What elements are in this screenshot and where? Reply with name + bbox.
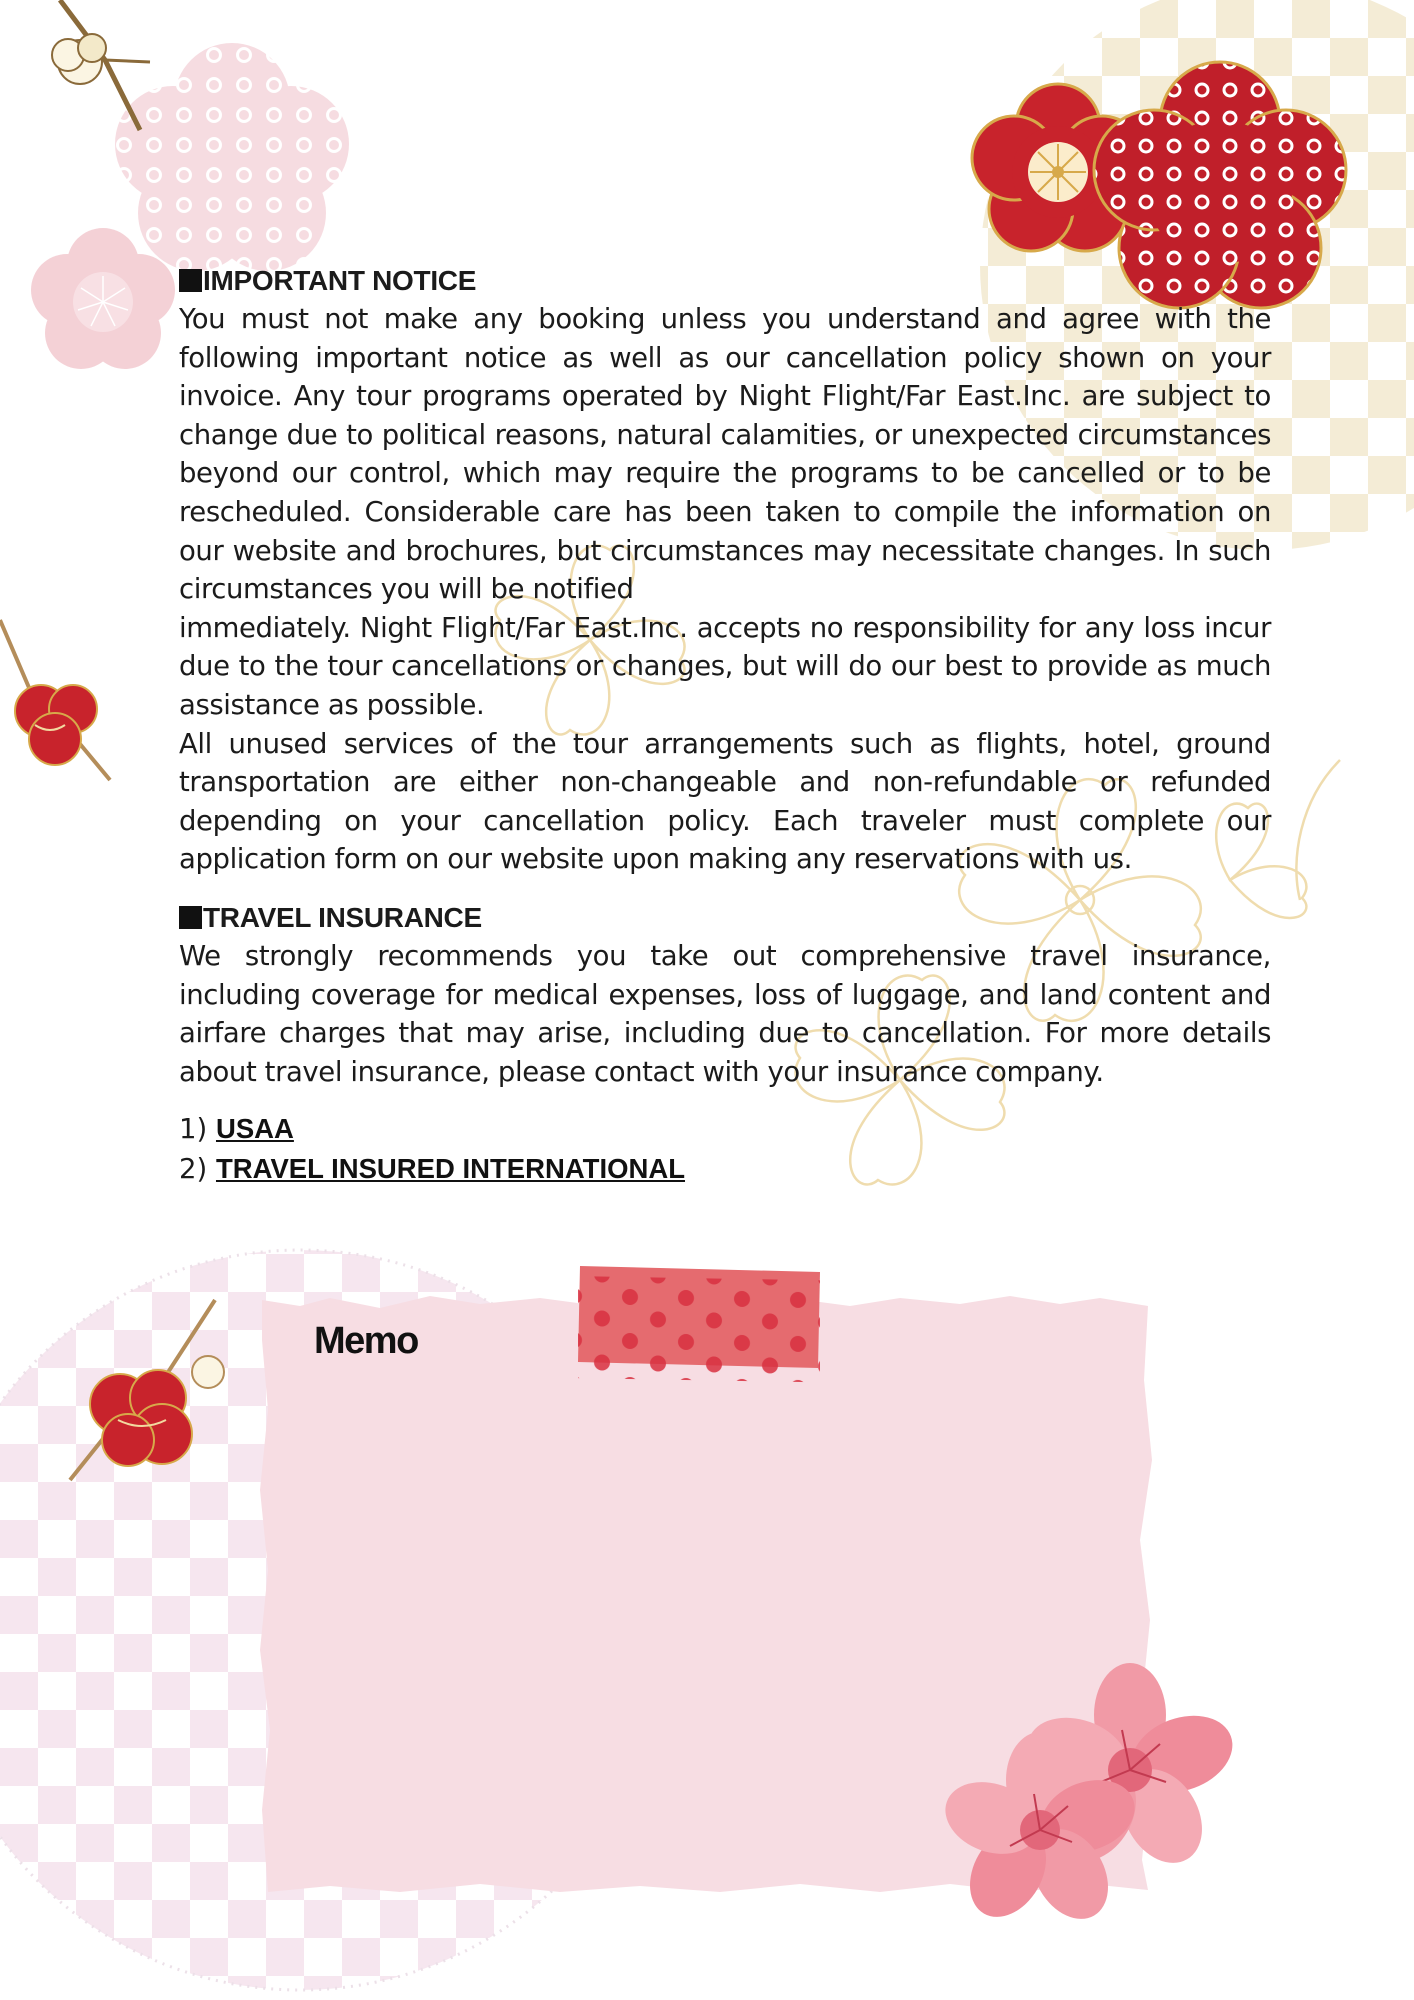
insurance-links xyxy=(179,1109,1271,1189)
pale-plum-flower xyxy=(115,43,349,271)
branch-left xyxy=(0,620,110,780)
notice-paragraph-1: You must not make any booking unless you understand and agree with the following important notice as well as our cancellation policy shown on your invoice. Any tour programs operated by Night Flight/Far East.Inc. are subject to change due to political reasons, natural calamities, or unexpected circumstances beyond our control, which may require the programs to be cancelled or to be rescheduled. Considerable care has been taken to compile the information on our website and brochures, but circumstances may necessitate changes. In such circumstances you will be notified xyxy=(179,303,1271,606)
memo-title: Memo xyxy=(314,1320,418,1362)
insurance-link-item: 1) USAA xyxy=(179,1113,294,1146)
usaa-link[interactable]: USAA xyxy=(215,1113,294,1145)
square-bullet-icon xyxy=(179,269,202,292)
notice-paragraph-2: immediately. Night Flight/Far East.Inc. accepts no responsibility for any loss incur due to the tour cancellations or changes, but will do our best to provide as much assistance as possible. xyxy=(179,611,1271,721)
insurance-paragraph: We strongly recommends you take out comprehensive travel insurance, including coverage for medical expenses, loss of luggage, and land content and airfare charges that may arise, including due to cancellation. For more details about travel insurance, please contact with your insurance company. xyxy=(179,939,1271,1088)
notice-paragraph-3: All unused services of the tour arrangements such as flights, hotel, ground transportation are either non-changeable and non-refundable or refunded depending on your cancellation policy. Each traveler must complete our application form on our website upon making any reservations with us. xyxy=(179,727,1271,876)
travel-insured-international-link[interactable]: TRAVEL INSURED INTERNATIONAL xyxy=(215,1153,686,1185)
washi-tape xyxy=(578,1266,820,1382)
square-bullet-icon xyxy=(179,906,202,929)
travel-insurance-heading: TRAVEL INSURANCE xyxy=(179,899,1271,937)
notice-content xyxy=(179,262,1271,1189)
insurance-link-item: 2) TRAVEL INSURED INTERNATIONAL xyxy=(179,1153,686,1186)
important-notice-heading: IMPORTANT NOTICE xyxy=(179,262,1271,300)
